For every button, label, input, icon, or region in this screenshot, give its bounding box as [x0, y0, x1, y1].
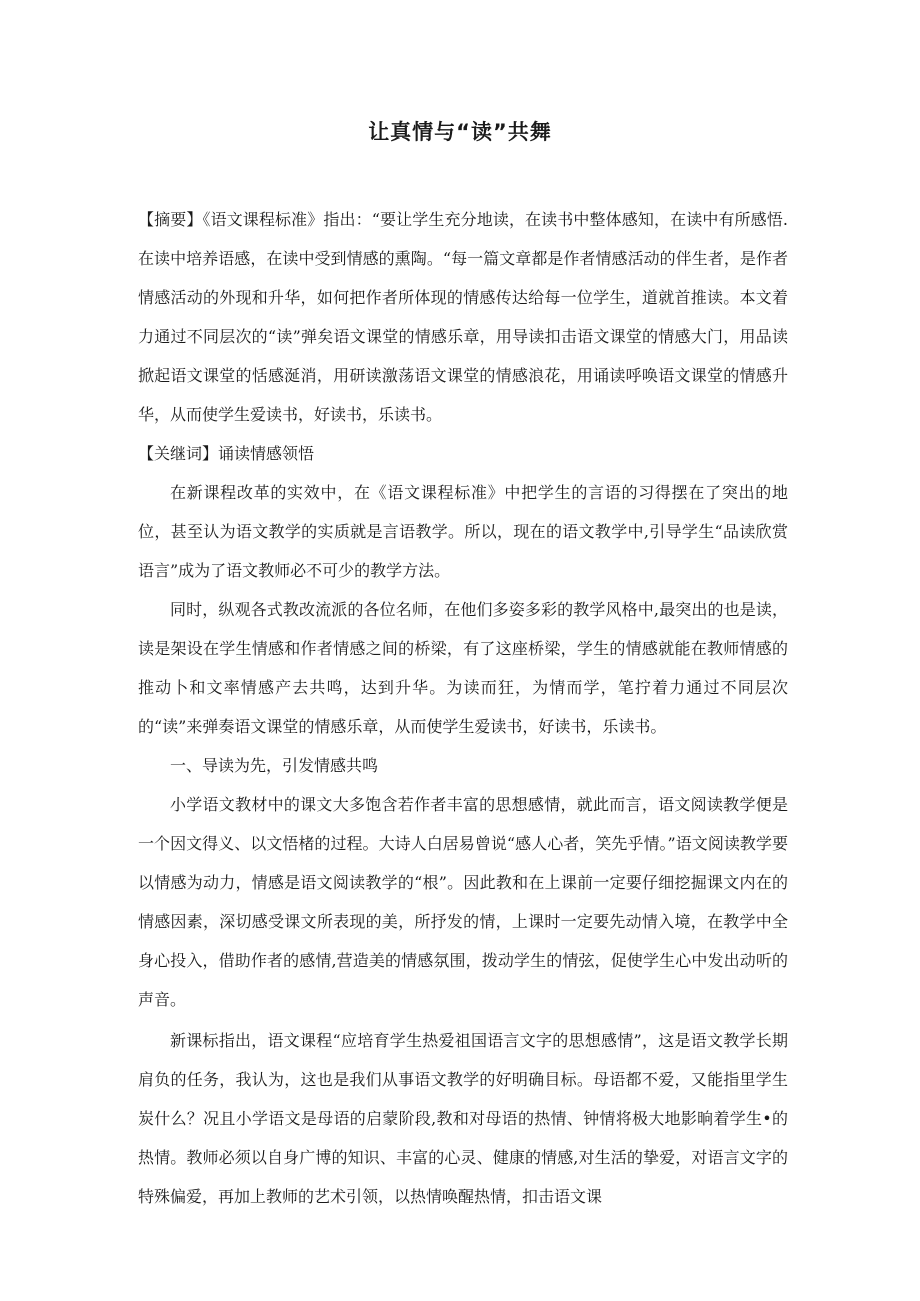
body-paragraph-1: 在新课程改革的实效中，在《语文课程标准》中把学生的言语的习得摆在了突出的地位，甚至认为语文教学的实质就是言语教学。所以，现在的语文教学中,引导学生“品读欣赏语言”成为了语文教师必不可少的教学方法。: [138, 483, 788, 580]
document-title: 让真情与“读”共舞: [368, 120, 552, 144]
body-paragraph-4: 新课标指出，语文课程“应培育学生热爱祖国语言文字的思想感情”，这是语文教学长期肩负的任务，我认为，这也是我们从事语文教学的好明确目标。母语都不爱，又能指里学生炭什么？况且小学语文是母语的启蒙阶段,教和对母语的热情、钟情将极大地影晌着学生•的热情。教师必须以自身广博的知识、丰富的心灵、健康的情感,对生活的挚爱，对语言文字的特殊偏爱，再加上教师的艺术引领，以热情唤醒热情，扣击语文课: [138, 1031, 788, 1206]
body-paragraph-2: 同时，纵观各式教改流派的各位名师，在他们多姿多彩的教学风格中,最突出的也是读，读是架设在学生情感和作者情感之间的桥梁，有了这座桥梁，学生的情感就能在教师情感的推动卜和文率情感产去共鸣，达到升华。为读而狂，为情而学，笔拧着力通过不同层次的“读”来弹奏语文课堂的情感乐章，从而使学生爱读书，好读书，乐读书。: [138, 600, 788, 736]
section-heading-1: 一、导读为先，引发情感共鸣: [170, 756, 379, 775]
body-paragraph-3: 小学语文教材中的课文大多饱含若作者丰富的思想感情，就此而言，语文阅读教学便是一个因文得义、以文悟楮的过程。大诗人白居易曾说“感人心者，笑先乎情。”语文阅读教学要以情感为动力，情感是语文阅读教学的“根”。因此教和在上课前一定要仔细挖掘课文内在的情感因素，深切感受课文所表现的美，所抒发的情，上课时一定要先动情入境，在教学中全身心投入，借助作者的感情,营造美的情感氛围，拨动学生的情弦，促使学生心中发出动听的声音。: [138, 795, 788, 1009]
document-body: [138, 200, 788, 1216]
keywords-line: 【关继词】诵读情感领悟: [138, 444, 315, 463]
abstract-paragraph: 【摘要】《语文课程标准》指出：“要让学生充分地读，在读书中整体感知，在读中有所感悟.在读中培养语感，在读中受到情感的熏陶。“每一篇文章都是作者情感活动的伴生者，是作者情感活动的外现和升华，如何把作者所体现的情感传达给每一位学生，道就首推读。本文着力通过不同层次的“读”弹矣语文课堂的情感乐章，用导读扣击语文课堂的情感大门，用品读掀起语文课堂的恬感涎消，用研读激荡语文课堂的情感浪花，用诵读呼唤语文课堂的情感升华，从而使学生爱读书，好读书，乐读书。: [138, 210, 788, 424]
